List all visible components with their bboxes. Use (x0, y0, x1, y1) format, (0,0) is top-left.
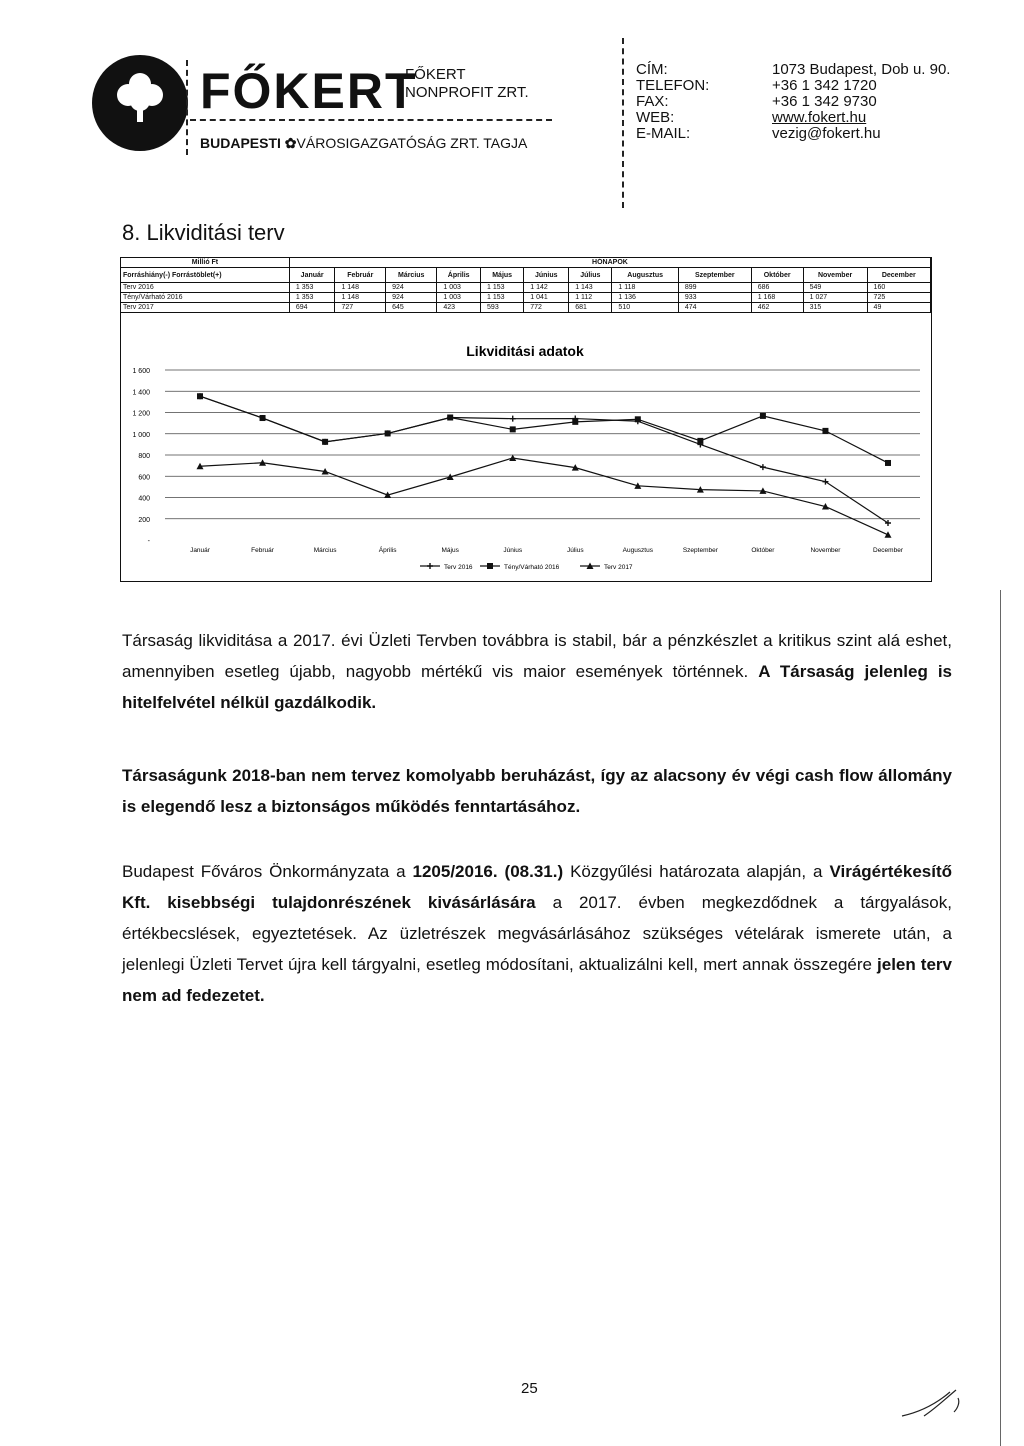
p3-resolution: 1205/2016. (08.31.) (412, 862, 564, 881)
table-cell: 510 (612, 303, 678, 313)
data-point (510, 426, 516, 432)
legend-marker (487, 563, 493, 569)
legend-label: Terv 2017 (604, 564, 633, 571)
x-tick-label: Február (251, 547, 274, 554)
month-header: Január (289, 268, 335, 283)
table-cell: 694 (289, 303, 335, 313)
address-value: 1073 Budapest, Dob u. 90. (772, 61, 951, 78)
paragraph-investment (122, 760, 952, 822)
month-header: November (803, 268, 867, 283)
table-cell: 423 (437, 303, 481, 313)
row-header-label: Forráshiány(-) Forrástöblet(+) (121, 268, 290, 283)
web-link[interactable]: www.fokert.hu (772, 109, 867, 126)
p1-bold: A Társaság jelenleg is hitelfelvétel nélkül gazdálkodik. (122, 662, 952, 712)
month-header: Június (524, 268, 569, 283)
liquidity-table (120, 257, 931, 313)
header-dashed-rule (190, 119, 552, 121)
x-tick-label: Október (751, 547, 775, 554)
table-cell: 725 (867, 293, 930, 303)
data-point (760, 464, 766, 470)
table-cell: 1 118 (612, 283, 678, 293)
p3-bold-end: jelen terv nem ad fedezetet. (122, 955, 952, 1005)
table-cell: 1 003 (437, 283, 481, 293)
month-header: Február (335, 268, 386, 283)
x-tick-label: Március (313, 547, 337, 554)
membership-line (200, 135, 527, 152)
data-point (447, 414, 453, 420)
x-tick-label: Május (441, 547, 459, 554)
p3-text-c: Közgyűlési határozata alapján, a (563, 862, 830, 881)
table-cell: 49 (867, 303, 930, 313)
x-tick-label: Április (378, 547, 397, 554)
series-line (200, 396, 888, 463)
emblem-icon: ✿ (284, 135, 297, 151)
header-divider-right (622, 38, 624, 208)
data-point (885, 531, 892, 538)
membership-bold: BUDAPESTI (200, 135, 281, 151)
month-header: Április (437, 268, 481, 283)
web-label: WEB: (636, 109, 675, 126)
table-cell: 645 (386, 303, 437, 313)
table-cell: 686 (751, 283, 803, 293)
table-cell: 899 (678, 283, 751, 293)
data-point (385, 430, 391, 436)
y-tick-label: 600 (138, 474, 150, 482)
month-header: Július (569, 268, 612, 283)
table-cell: 1 003 (437, 293, 481, 303)
x-tick-label: Július (566, 547, 584, 554)
month-header: Augusztus (612, 268, 678, 283)
table-cell: 160 (867, 283, 930, 293)
data-point (697, 438, 703, 444)
table-cell: 924 (386, 293, 437, 303)
y-tick-label: 1 400 (132, 389, 150, 397)
brand-subtitle (405, 66, 529, 102)
row-label: Tény/Várható 2016 (121, 293, 290, 303)
data-point (510, 416, 516, 422)
table-cell: 1 353 (289, 293, 335, 303)
address-label: CÍM: (636, 61, 668, 78)
table-cell: 1 153 (481, 283, 524, 293)
month-header: December (867, 268, 930, 283)
phone-value: +36 1 342 1720 (772, 77, 877, 94)
x-tick-label: December (873, 547, 903, 554)
table-cell: 474 (678, 303, 751, 313)
month-header: Október (751, 268, 803, 283)
series-line (200, 396, 888, 523)
contact-values (772, 62, 950, 142)
table-cell: 1 041 (524, 293, 569, 303)
table-cell: 1 353 (289, 283, 335, 293)
scan-edge-line (1000, 590, 1001, 1446)
table-cell: 462 (751, 303, 803, 313)
legend-label: Terv 2016 (444, 564, 473, 571)
table-cell: 1 148 (335, 293, 386, 303)
x-tick-label: Január (190, 547, 210, 554)
table-cell: 924 (386, 283, 437, 293)
data-point (322, 439, 328, 445)
row-label: Terv 2016 (121, 283, 290, 293)
table-cell: 933 (678, 293, 751, 303)
data-point (885, 460, 891, 466)
p3-text-a: Budapest Főváros Önkormányzata a (122, 862, 413, 881)
month-header: Március (386, 268, 437, 283)
x-tick-label: Június (503, 547, 523, 554)
y-tick-label: 400 (138, 495, 150, 503)
data-point (260, 415, 266, 421)
chart-title: Likviditási adatok (466, 343, 584, 359)
table-row (121, 283, 931, 293)
table-cell: 1 168 (751, 293, 803, 303)
legend-label: Tény/Várható 2016 (504, 564, 560, 571)
page-number: 25 (521, 1380, 538, 1397)
data-point (760, 413, 766, 419)
y-tick-label: 800 (138, 453, 150, 460)
data-point (572, 419, 578, 425)
y-tick-label: 200 (138, 516, 150, 524)
table-cell: 315 (803, 303, 867, 313)
paragraph-acquisition (122, 856, 952, 1011)
section-title: 8. Likviditási terv (122, 220, 285, 245)
y-tick-label: - (147, 538, 150, 545)
table-cell: 1 153 (481, 293, 524, 303)
table-cell: 549 (803, 283, 867, 293)
p3-text-e: a 2017. évben megkezdődnek a tárgyalások, értékbecslések, egyeztetések. Az üzletrészek megvásárlásához szükséges vételárak ismerete után, a jelenlegi Üzleti Tervet újra kell tárgyalni, esetleg módosítani, aktualizálni kell, mert annak összegére (122, 893, 952, 974)
fax-label: FAX: (636, 93, 669, 110)
x-tick-label: Augusztus (622, 547, 653, 554)
brand-subtitle-line2: NONPROFIT ZRT. (405, 84, 529, 101)
header-divider-left (186, 60, 188, 155)
series-line (200, 458, 888, 535)
email-value: vezig@fokert.hu (772, 125, 881, 142)
brand-subtitle-line1: FŐKERT (405, 66, 466, 83)
p1-text: Társaság likviditása a 2017. évi Üzleti Tervben továbbra is stabil, bár a pénzkészlet a kritikus szint alá eshet, amennyiben esetleg újabb, nagyobb mértékű vis maior események történnek. (122, 631, 952, 681)
table-cell: 1 027 (803, 293, 867, 303)
row-label: Terv 2017 (121, 303, 290, 313)
table-row (121, 303, 931, 313)
table-row (121, 293, 931, 303)
y-tick-label: 1 600 (132, 368, 150, 375)
table-cell: 1 142 (524, 283, 569, 293)
table-cell: 593 (481, 303, 524, 313)
table-cell: 1 112 (569, 293, 612, 303)
membership-rest: VÁROSIGAZGATÓSÁG ZRT. TAGJA (296, 135, 528, 151)
paragraph-liquidity (122, 625, 952, 718)
table-cell: 1 143 (569, 283, 612, 293)
data-point (635, 416, 641, 422)
brand-name: FŐKERT (200, 63, 418, 119)
p3-company: Virágértékesítő Kft. kisebbségi tulajdonrészének kivásárlására (122, 862, 952, 912)
tree-icon (112, 68, 168, 124)
fax-value: +36 1 342 9730 (772, 93, 877, 110)
legend-marker (427, 563, 433, 569)
data-point (509, 454, 516, 461)
data-point (822, 428, 828, 434)
table-cell: 1 136 (612, 293, 678, 303)
table-cell: 727 (335, 303, 386, 313)
liquidity-chart (120, 330, 931, 580)
x-tick-label: Szeptember (682, 547, 718, 554)
data-point (197, 393, 203, 399)
phone-label: TELEFON: (636, 77, 710, 94)
table-cell: 1 148 (335, 283, 386, 293)
email-label: E-MAIL: (636, 125, 691, 142)
month-header: Szeptember (678, 268, 751, 283)
signature-mark (900, 1386, 980, 1422)
y-tick-label: 1 000 (132, 431, 150, 439)
p2-bold: Társaságunk 2018-ban nem tervez komolyabb beruházást, így az alacsony év végi cash flow állomány is elegendő lesz a biztonságos működés fenntartásához. (122, 766, 952, 816)
x-tick-label: November (810, 547, 841, 554)
unit-label: Millió Ft (121, 258, 290, 268)
months-group-header: HÓNAPOK (289, 258, 930, 268)
month-header: Május (481, 268, 524, 283)
y-tick-label: 1 200 (132, 410, 150, 418)
table-cell: 772 (524, 303, 569, 313)
table-cell: 681 (569, 303, 612, 313)
contact-labels (636, 62, 709, 142)
